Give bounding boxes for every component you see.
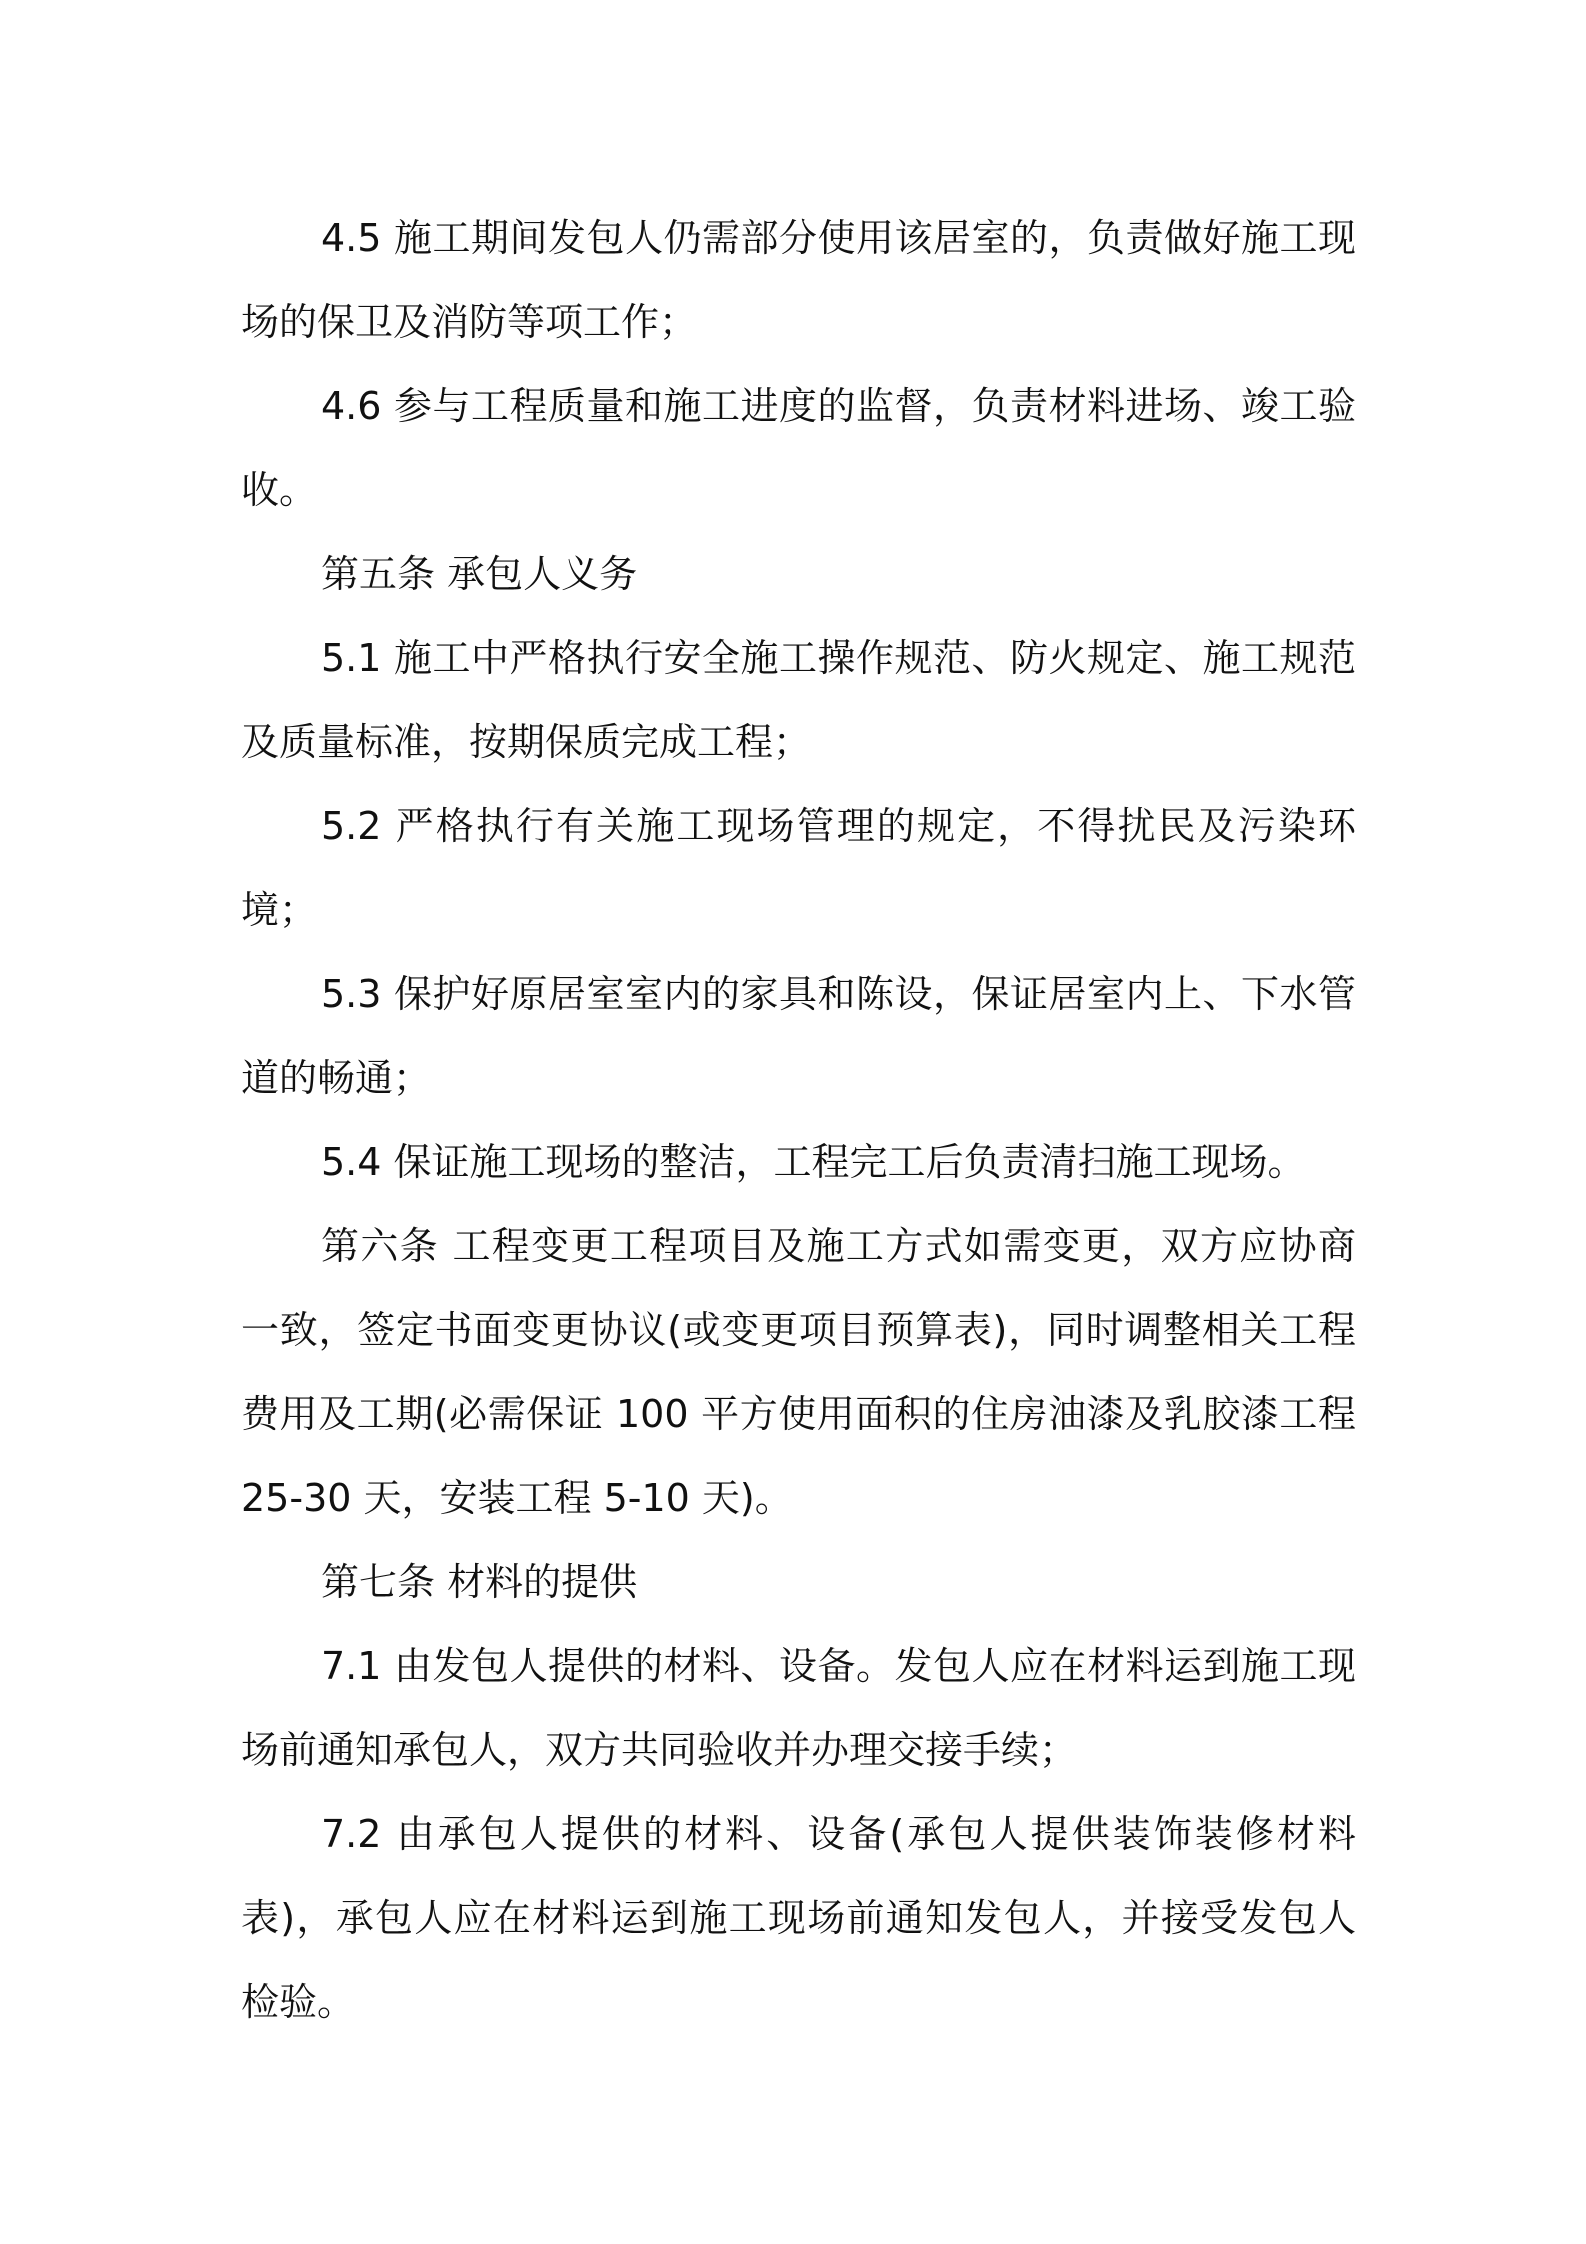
clause-4-6: 4.6 参与工程质量和施工进度的监督，负责材料进场、竣工验收。 xyxy=(241,384,1356,512)
clause-5-4: 5.4 保证施工现场的整洁，工程完工后负责清扫施工现场。 xyxy=(321,1140,1306,1184)
clause-5-2: 5.2 严格执行有关施工现场管理的规定，不得扰民及污染环境； xyxy=(241,804,1356,932)
document-page xyxy=(241,196,1356,2044)
clause-5-3: 5.3 保护好原居室室内的家具和陈设，保证居室内上、下水管道的畅通； xyxy=(241,972,1356,1100)
clause-7-2: 7.2 由承包人提供的材料、设备(承包人提供装饰装修材料表)，承包人应在材料运到施工现场前通知发包人，并接受发包人检验。 xyxy=(241,1812,1356,2024)
clause-5-1: 5.1 施工中严格执行安全施工操作规范、防火规定、施工规范及质量标准，按期保质完成工程； xyxy=(241,636,1356,764)
article-6-text: 第六条 工程变更工程项目及施工方式如需变更，双方应协商一致，签定书面变更协议(或变更项目预算表)，同时调整相关工程费用及工期(必需保证 100 平方使用面积的住房油漆及乳胶漆工程 25-30 天，安装工程 5-10 天)。 xyxy=(241,1224,1356,1520)
article-7-heading: 第七条 材料的提供 xyxy=(321,1560,638,1604)
clause-7-1: 7.1 由发包人提供的材料、设备。发包人应在材料运到施工现场前通知承包人，双方共同验收并办理交接手续； xyxy=(241,1644,1356,1772)
clause-4-5: 4.5 施工期间发包人仍需部分使用该居室的，负责做好施工现场的保卫及消防等项工作； xyxy=(241,216,1356,344)
article-5-heading: 第五条 承包人义务 xyxy=(321,552,638,596)
